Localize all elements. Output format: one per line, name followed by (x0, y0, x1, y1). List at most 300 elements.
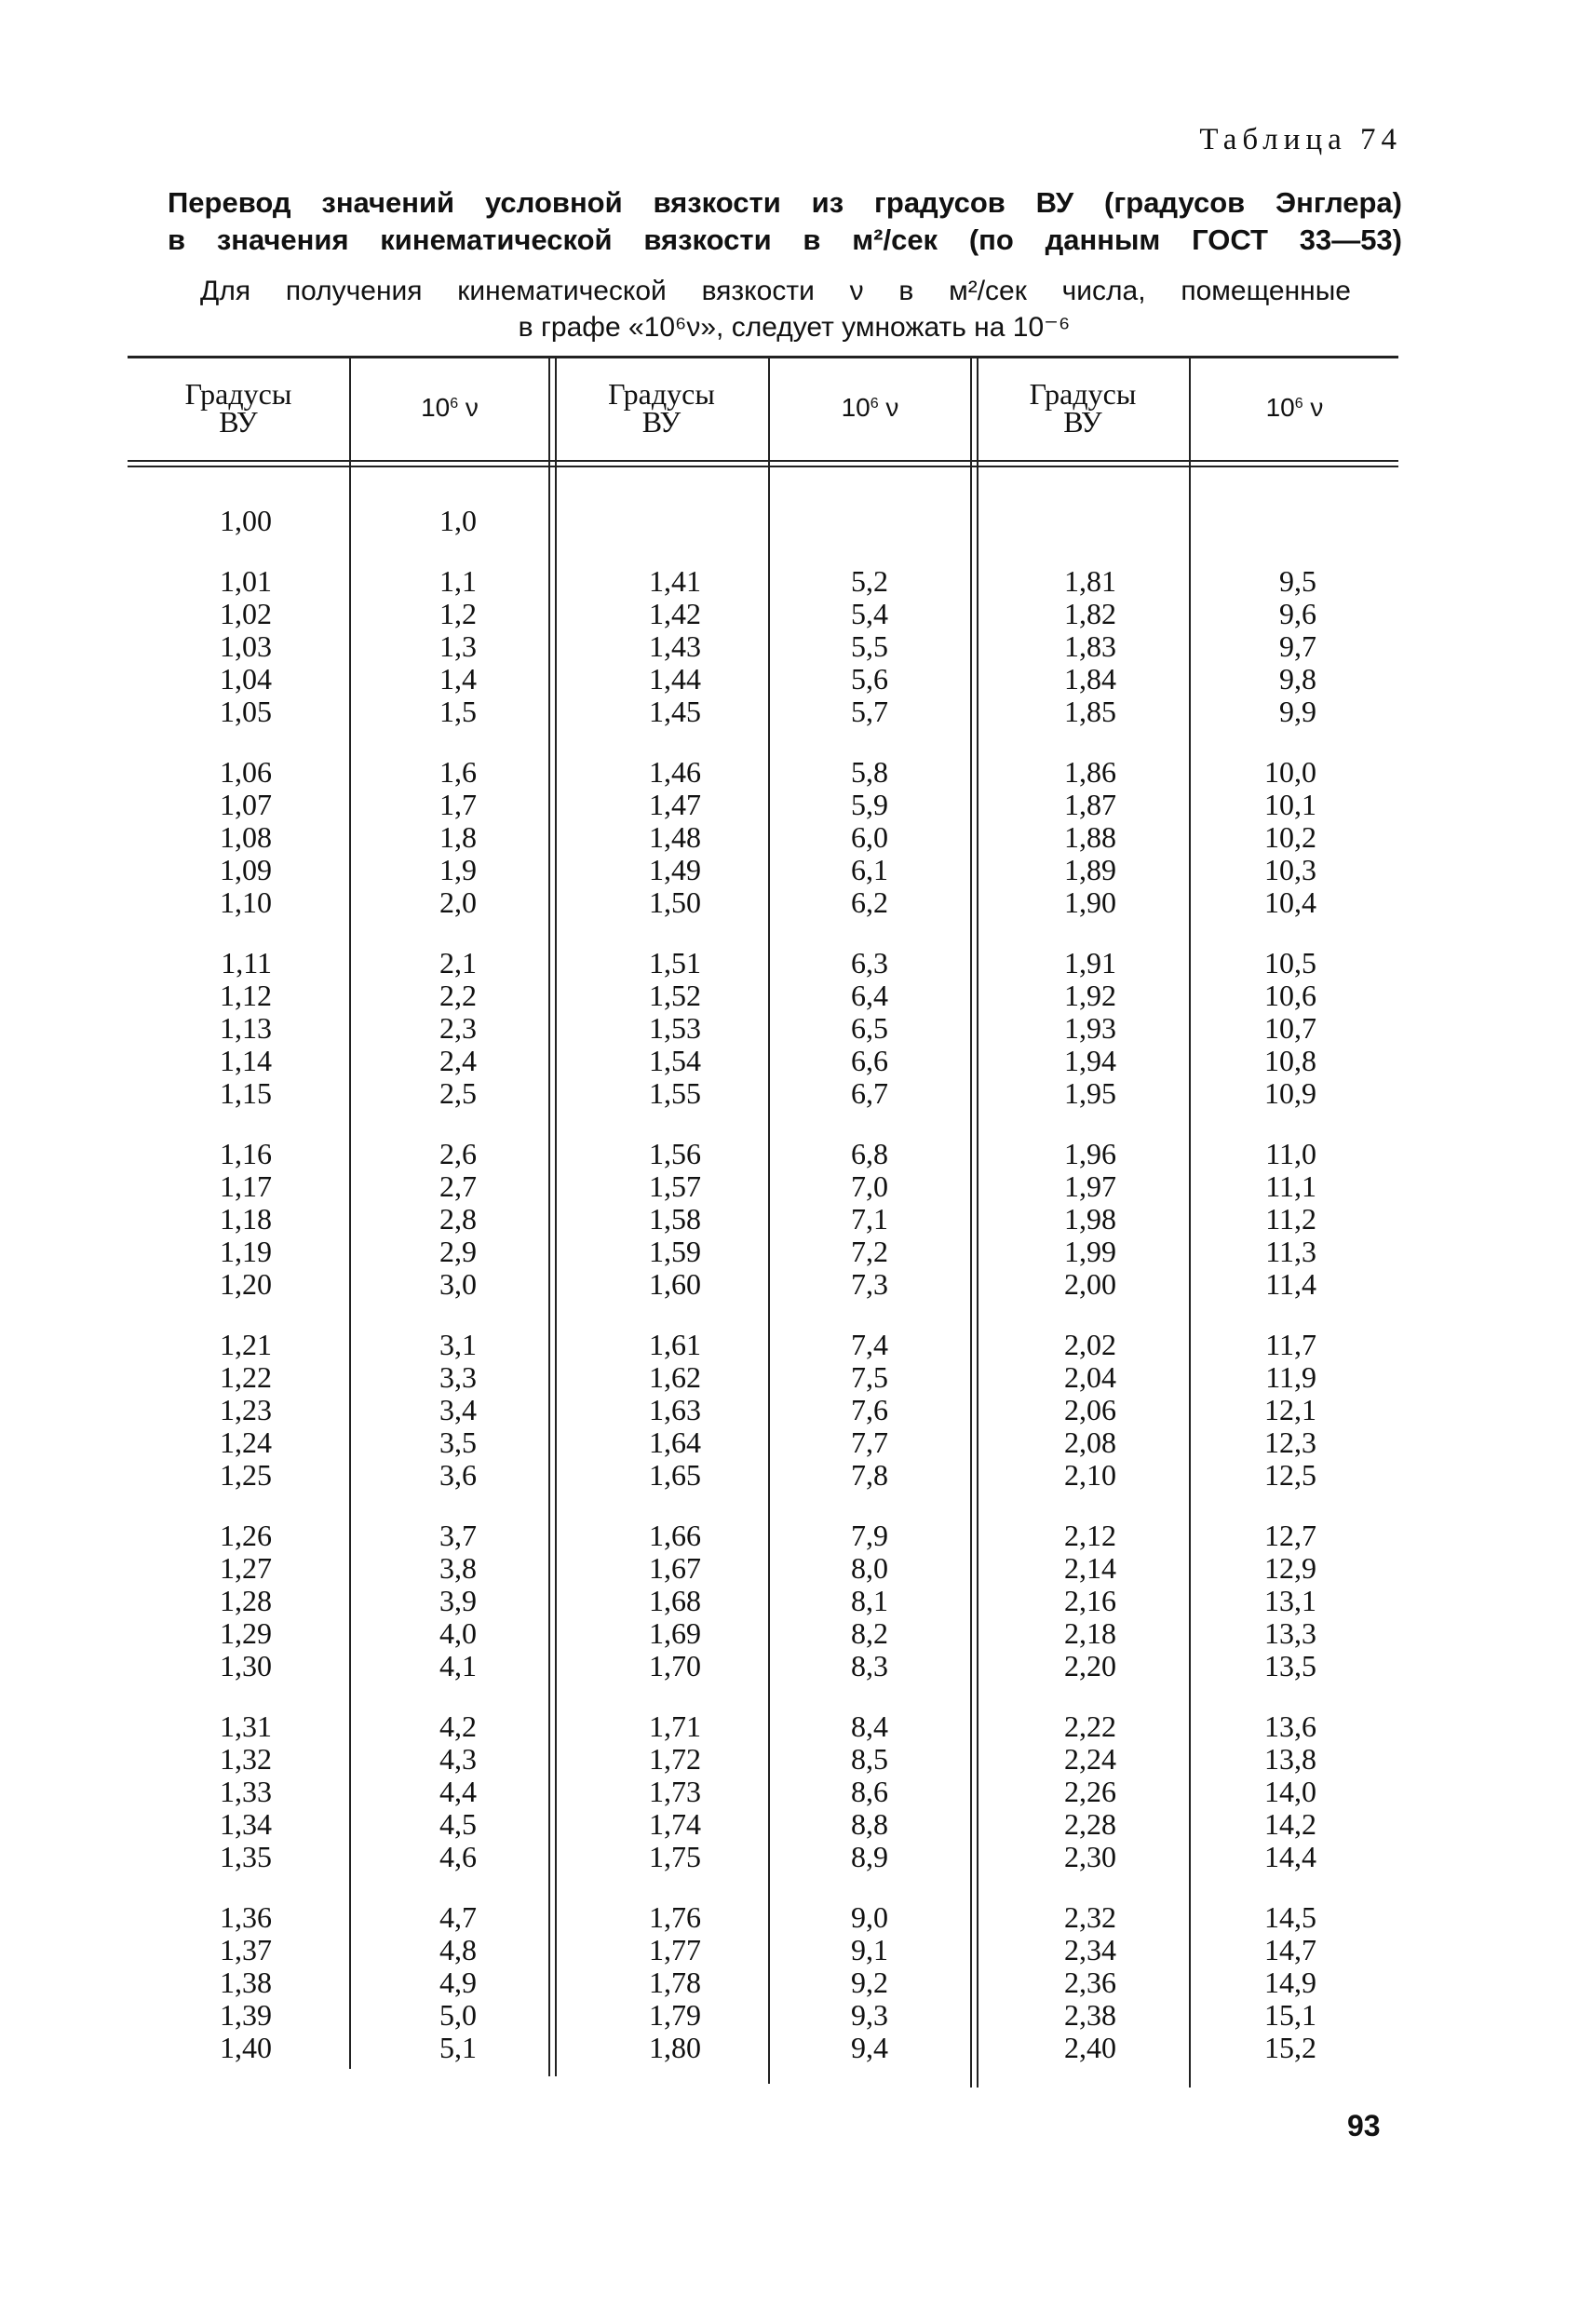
cell-degrees-vu: 1,39 (220, 1998, 272, 2032)
row-group (1191, 1329, 1316, 1492)
cell-nu: 2,4 (439, 1044, 477, 1077)
cell-nu: 5,7 (851, 695, 888, 728)
cell-degrees-vu: 1,97 (1064, 1169, 1116, 1203)
row-group (1191, 1710, 1316, 1873)
cell-degrees-vu: 1,50 (649, 885, 701, 919)
row-group (770, 1329, 888, 1492)
cell-degrees-vu: 1,75 (649, 1840, 701, 1873)
cell-nu: 9,3 (851, 1998, 888, 2032)
cell-degrees-vu: 1,64 (649, 1425, 701, 1459)
cell-nu: 10,7 (1264, 1011, 1316, 1045)
header-nu: 10 $^6$ ν (421, 393, 479, 422)
cell-nu: 2,0 (439, 885, 477, 919)
cell-nu: 14,9 (1264, 1966, 1316, 1999)
column-degrees-vu-2 (555, 565, 701, 2092)
cell-degrees-vu: 1,05 (220, 695, 272, 728)
table-note-line1: Для получения кинематической вязкости ν в м²/сек числа, помещенные (200, 276, 1351, 306)
cell-nu: 9,4 (851, 2031, 888, 2064)
cell-nu: 2,6 (439, 1137, 477, 1170)
cell-degrees-vu: 1,24 (220, 1425, 272, 1459)
cell-nu: 7,0 (851, 1169, 888, 1203)
cell-degrees-vu: 1,28 (220, 1584, 272, 1617)
cell-degrees-vu: 1,33 (220, 1775, 272, 1808)
cell-nu: 3,7 (439, 1519, 477, 1552)
row-group (555, 565, 701, 728)
cell-nu: 11,7 (1265, 1328, 1316, 1361)
cell-degrees-vu: 1,66 (649, 1519, 701, 1552)
cell-degrees-vu: 2,04 (1064, 1360, 1116, 1394)
cell-degrees-vu: 2,24 (1064, 1742, 1116, 1776)
cell-degrees-vu: 1,44 (649, 662, 701, 696)
cell-nu: 7,3 (851, 1267, 888, 1301)
cell-nu: 3,3 (439, 1360, 477, 1394)
cell-degrees-vu: 1,12 (220, 979, 272, 1012)
cell-nu: 15,1 (1264, 1998, 1316, 2032)
cell-nu: 1,2 (439, 597, 477, 630)
cell-degrees-vu: 1,67 (649, 1551, 701, 1585)
cell-nu: 6,0 (851, 820, 888, 854)
cell-degrees-vu: 1,01 (220, 564, 272, 598)
cell-degrees-vu: 1,69 (649, 1616, 701, 1650)
cell-degrees-vu: 1,36 (220, 1900, 272, 1934)
cell-nu: 10,8 (1264, 1044, 1316, 1077)
cell-degrees-vu: 2,38 (1064, 1998, 1116, 2032)
cell-nu: 1,6 (439, 755, 477, 789)
cell-degrees-vu: 1,81 (1064, 564, 1116, 598)
cell-nu: 3,0 (439, 1267, 477, 1301)
cell-degrees-vu: 1,57 (649, 1169, 701, 1203)
cell-nu: 14,4 (1264, 1840, 1316, 1873)
cell-nu: 6,2 (851, 885, 888, 919)
cell-degrees-vu: 1,89 (1064, 853, 1116, 886)
cell-nu: 4,3 (439, 1742, 477, 1776)
cell-nu: 2,3 (439, 1011, 477, 1045)
cell-nu: 2,9 (439, 1235, 477, 1268)
cell-nu: 3,5 (439, 1425, 477, 1459)
row-group (555, 1520, 701, 1682)
header-degrees-label: Градусы (184, 377, 292, 411)
row-group (128, 756, 272, 919)
cell-nu: 2,2 (439, 979, 477, 1012)
column-nu-1 (351, 505, 477, 2092)
cell-nu: 4,2 (439, 1709, 477, 1743)
cell-nu: 7,6 (851, 1393, 888, 1426)
page-number: 93 (1347, 2109, 1381, 2142)
row-group (128, 505, 272, 537)
row-group (1191, 1520, 1316, 1682)
cell-degrees-vu: 1,07 (220, 788, 272, 821)
cell-nu: 4,0 (439, 1616, 477, 1650)
cell-degrees-vu: 1,23 (220, 1393, 272, 1426)
cell-degrees-vu: 1,32 (220, 1742, 272, 1776)
cell-degrees-vu: 2,18 (1064, 1616, 1116, 1650)
row-group (351, 1901, 477, 2064)
cell-degrees-vu: 1,29 (220, 1616, 272, 1650)
row-group (128, 1329, 272, 1492)
row-group (555, 756, 701, 919)
cell-degrees-vu: 1,61 (649, 1328, 701, 1361)
cell-degrees-vu: 1,78 (649, 1966, 701, 1999)
cell-nu: 4,8 (439, 1933, 477, 1966)
cell-nu: 15,2 (1264, 2031, 1316, 2064)
cell-nu: 5,0 (439, 1998, 477, 2032)
cell-nu: 6,6 (851, 1044, 888, 1077)
cell-nu: 12,7 (1264, 1519, 1316, 1552)
cell-degrees-vu: 1,74 (649, 1807, 701, 1841)
cell-degrees-vu: 1,15 (220, 1076, 272, 1110)
cell-degrees-vu: 1,35 (220, 1840, 272, 1873)
cell-degrees-vu: 1,27 (220, 1551, 272, 1585)
cell-degrees-vu: 1,40 (220, 2031, 272, 2064)
row-group (977, 1329, 1116, 1492)
cell-nu: 11,3 (1265, 1235, 1316, 1268)
cell-nu: 1,7 (439, 788, 477, 821)
cell-nu: 8,3 (851, 1649, 888, 1682)
cell-nu: 7,1 (851, 1202, 888, 1236)
cell-degrees-vu: 1,93 (1064, 1011, 1116, 1045)
cell-degrees-vu: 2,00 (1064, 1267, 1116, 1301)
cell-nu: 8,0 (851, 1551, 888, 1585)
cell-degrees-vu: 1,55 (649, 1076, 701, 1110)
cell-degrees-vu: 2,10 (1064, 1458, 1116, 1492)
cell-degrees-vu: 1,16 (220, 1137, 272, 1170)
row-group (555, 947, 701, 1110)
cell-nu: 1,4 (439, 662, 477, 696)
cell-degrees-vu: 1,10 (220, 885, 272, 919)
cell-nu: 1,3 (439, 629, 477, 663)
cell-nu: 8,4 (851, 1709, 888, 1743)
cell-nu: 5,6 (851, 662, 888, 696)
cell-degrees-vu: 2,16 (1064, 1584, 1116, 1617)
cell-nu: 5,5 (851, 629, 888, 663)
cell-degrees-vu: 1,26 (220, 1519, 272, 1552)
row-group (351, 756, 477, 919)
cell-nu: 8,2 (851, 1616, 888, 1650)
cell-nu: 7,7 (851, 1425, 888, 1459)
cell-nu: 2,8 (439, 1202, 477, 1236)
cell-degrees-vu: 1,45 (649, 695, 701, 728)
cell-nu: 4,1 (439, 1649, 477, 1682)
cell-degrees-vu: 1,56 (649, 1137, 701, 1170)
cell-degrees-vu: 1,62 (649, 1360, 701, 1394)
cell-degrees-vu: 1,53 (649, 1011, 701, 1045)
cell-degrees-vu: 2,30 (1064, 1840, 1116, 1873)
cell-nu: 10,2 (1264, 820, 1316, 854)
cell-nu: 14,5 (1264, 1900, 1316, 1934)
cell-nu: 8,8 (851, 1807, 888, 1841)
cell-nu: 10,6 (1264, 979, 1316, 1012)
cell-degrees-vu: 1,86 (1064, 755, 1116, 789)
cell-nu: 9,0 (851, 1900, 888, 1934)
cell-nu: 14,0 (1264, 1775, 1316, 1808)
cell-nu: 7,2 (851, 1235, 888, 1268)
row-group (770, 756, 888, 919)
cell-degrees-vu: 1,91 (1064, 946, 1116, 980)
row-group (770, 1520, 888, 1682)
cell-degrees-vu: 1,17 (220, 1169, 272, 1203)
column-degrees-vu-1 (128, 505, 272, 2092)
cell-degrees-vu: 1,19 (220, 1235, 272, 1268)
cell-degrees-vu: 1,09 (220, 853, 272, 886)
cell-nu: 11,1 (1265, 1169, 1316, 1203)
cell-degrees-vu: 1,47 (649, 788, 701, 821)
cell-nu: 9,9 (1279, 695, 1316, 728)
cell-nu: 10,9 (1264, 1076, 1316, 1110)
cell-degrees-vu: 1,76 (649, 1900, 701, 1934)
cell-nu: 7,5 (851, 1360, 888, 1394)
row-group (555, 1710, 701, 1873)
cell-degrees-vu: 1,68 (649, 1584, 701, 1617)
cell-nu: 1,8 (439, 820, 477, 854)
cell-nu: 6,7 (851, 1076, 888, 1110)
cell-nu: 8,6 (851, 1775, 888, 1808)
cell-degrees-vu: 1,30 (220, 1649, 272, 1682)
row-group (770, 1710, 888, 1873)
cell-nu: 10,5 (1264, 946, 1316, 980)
cell-degrees-vu: 1,65 (649, 1458, 701, 1492)
cell-degrees-vu: 1,85 (1064, 695, 1116, 728)
cell-degrees-vu: 1,54 (649, 1044, 701, 1077)
cell-nu: 6,3 (851, 946, 888, 980)
table-title-line1: Перевод значений условной вязкости из градусов ВУ (градусов Энглера) (168, 186, 1402, 219)
row-group (977, 1520, 1116, 1682)
cell-nu: 12,9 (1264, 1551, 1316, 1585)
cell-degrees-vu: 1,82 (1064, 597, 1116, 630)
table-title-line2: в значения кинематической вязкости в м²/сек (по данным ГОСТ 33—53) (168, 223, 1402, 256)
cell-degrees-vu: 1,04 (220, 662, 272, 696)
cell-degrees-vu: 1,58 (649, 1202, 701, 1236)
row-group (770, 565, 888, 728)
row-group (977, 1710, 1116, 1873)
cell-degrees-vu: 1,83 (1064, 629, 1116, 663)
cell-degrees-vu: 2,22 (1064, 1709, 1116, 1743)
cell-degrees-vu: 1,22 (220, 1360, 272, 1394)
cell-degrees-vu: 2,34 (1064, 1933, 1116, 1966)
cell-degrees-vu: 2,20 (1064, 1649, 1116, 1682)
cell-degrees-vu: 1,25 (220, 1458, 272, 1492)
cell-degrees-vu: 1,63 (649, 1393, 701, 1426)
cell-nu: 1,9 (439, 853, 477, 886)
cell-nu: 9,1 (851, 1933, 888, 1966)
cell-nu: 5,8 (851, 755, 888, 789)
cell-nu: 13,6 (1264, 1709, 1316, 1743)
header-vu-label: ВУ (219, 405, 258, 439)
cell-nu: 8,9 (851, 1840, 888, 1873)
cell-degrees-vu: 1,79 (649, 1998, 701, 2032)
column-nu-3 (1191, 565, 1316, 2092)
cell-degrees-vu: 1,73 (649, 1775, 701, 1808)
cell-nu: 3,4 (439, 1393, 477, 1426)
cell-nu: 3,6 (439, 1458, 477, 1492)
cell-nu: 6,4 (851, 979, 888, 1012)
cell-degrees-vu: 1,34 (220, 1807, 272, 1841)
header-rule-lower (128, 466, 1398, 467)
cell-nu: 3,9 (439, 1584, 477, 1617)
row-group (977, 565, 1116, 728)
cell-degrees-vu: 1,42 (649, 597, 701, 630)
cell-degrees-vu: 2,12 (1064, 1519, 1116, 1552)
row-group (1191, 1901, 1316, 2064)
cell-degrees-vu: 1,77 (649, 1933, 701, 1966)
cell-nu: 1,1 (439, 564, 477, 598)
cell-nu: 5,1 (439, 2031, 477, 2064)
cell-nu: 14,7 (1264, 1933, 1316, 1966)
cell-degrees-vu: 1,70 (649, 1649, 701, 1682)
row-group (1191, 565, 1316, 728)
cell-nu: 11,2 (1265, 1202, 1316, 1236)
cell-degrees-vu: 1,98 (1064, 1202, 1116, 1236)
cell-nu: 13,8 (1264, 1742, 1316, 1776)
cell-nu: 13,5 (1264, 1649, 1316, 1682)
cell-nu: 12,1 (1264, 1393, 1316, 1426)
cell-degrees-vu: 1,41 (649, 564, 701, 598)
row-group (128, 1710, 272, 1873)
cell-nu: 8,5 (851, 1742, 888, 1776)
column-degrees-vu-3 (977, 565, 1116, 2092)
cell-nu: 13,1 (1264, 1584, 1316, 1617)
cell-degrees-vu: 1,46 (649, 755, 701, 789)
cell-nu: 6,8 (851, 1137, 888, 1170)
row-group (351, 1329, 477, 1492)
row-group (977, 1138, 1116, 1301)
cell-degrees-vu: 1,08 (220, 820, 272, 854)
header-nu: 10 $^6$ ν (841, 393, 899, 422)
cell-degrees-vu: 2,28 (1064, 1807, 1116, 1841)
cell-nu: 7,9 (851, 1519, 888, 1552)
row-group (128, 1520, 272, 1682)
cell-nu: 4,4 (439, 1775, 477, 1808)
cell-degrees-vu: 1,37 (220, 1933, 272, 1966)
cell-nu: 6,5 (851, 1011, 888, 1045)
cell-nu: 11,0 (1265, 1137, 1316, 1170)
cell-degrees-vu: 1,14 (220, 1044, 272, 1077)
row-group (1191, 947, 1316, 1110)
row-group (128, 565, 272, 728)
cell-degrees-vu: 1,13 (220, 1011, 272, 1045)
row-group (351, 1710, 477, 1873)
cell-degrees-vu: 1,96 (1064, 1137, 1116, 1170)
cell-degrees-vu: 1,94 (1064, 1044, 1116, 1077)
row-group (977, 756, 1116, 919)
cell-nu: 2,5 (439, 1076, 477, 1110)
row-group (555, 1329, 701, 1492)
cell-degrees-vu: 1,18 (220, 1202, 272, 1236)
cell-nu: 5,2 (851, 564, 888, 598)
row-group (128, 947, 272, 1110)
cell-degrees-vu: 1,21 (220, 1328, 272, 1361)
cell-degrees-vu: 1,72 (649, 1742, 701, 1776)
cell-nu: 10,1 (1264, 788, 1316, 821)
cell-degrees-vu: 1,48 (649, 820, 701, 854)
row-group (770, 1901, 888, 2064)
cell-nu: 1,5 (439, 695, 477, 728)
cell-degrees-vu: 1,80 (649, 2031, 701, 2064)
cell-nu: 8,1 (851, 1584, 888, 1617)
cell-degrees-vu: 1,84 (1064, 662, 1116, 696)
cell-degrees-vu: 1,92 (1064, 979, 1116, 1012)
cell-nu: 6,1 (851, 853, 888, 886)
table-label: Таблица 74 (1199, 123, 1402, 156)
cell-degrees-vu: 1,11 (221, 946, 272, 980)
cell-degrees-vu: 2,26 (1064, 1775, 1116, 1808)
cell-degrees-vu: 1,88 (1064, 820, 1116, 854)
cell-nu: 4,9 (439, 1966, 477, 1999)
cell-nu: 2,1 (439, 946, 477, 980)
row-group (351, 947, 477, 1110)
row-group (555, 1901, 701, 2064)
row-group (351, 505, 477, 537)
cell-degrees-vu: 2,02 (1064, 1328, 1116, 1361)
cell-degrees-vu: 1,87 (1064, 788, 1116, 821)
header-degrees-vu: Градусы ВУ (608, 377, 715, 439)
cell-nu: 9,2 (851, 1966, 888, 1999)
cell-nu: 9,7 (1279, 629, 1316, 663)
cell-degrees-vu: 1,51 (649, 946, 701, 980)
cell-nu: 9,6 (1279, 597, 1316, 630)
row-group (351, 1138, 477, 1301)
cell-degrees-vu: 1,95 (1064, 1076, 1116, 1110)
cell-nu: 3,8 (439, 1551, 477, 1585)
cell-nu: 13,3 (1264, 1616, 1316, 1650)
cell-nu: 14,2 (1264, 1807, 1316, 1841)
header-degrees-vu (128, 356, 349, 460)
cell-degrees-vu: 1,00 (220, 504, 272, 537)
conversion-table (128, 356, 1398, 2097)
cell-degrees-vu: 1,03 (220, 629, 272, 663)
row-group (128, 1138, 272, 1301)
cell-nu: 4,7 (439, 1900, 477, 1934)
cell-nu: 4,6 (439, 1840, 477, 1873)
cell-nu: 11,4 (1265, 1267, 1316, 1301)
row-group (351, 1520, 477, 1682)
cell-nu: 9,5 (1279, 564, 1316, 598)
cell-degrees-vu: 1,52 (649, 979, 701, 1012)
header-degrees-vu: Градусы ВУ (1029, 377, 1137, 439)
cell-nu: 7,8 (851, 1458, 888, 1492)
cell-degrees-vu: 1,90 (1064, 885, 1116, 919)
cell-nu: 2,7 (439, 1169, 477, 1203)
row-group (351, 565, 477, 728)
cell-nu: 4,5 (439, 1807, 477, 1841)
cell-nu: 3,1 (439, 1328, 477, 1361)
cell-nu: 1,0 (439, 504, 477, 537)
cell-degrees-vu: 1,31 (220, 1709, 272, 1743)
cell-degrees-vu: 1,43 (649, 629, 701, 663)
row-group (770, 947, 888, 1110)
cell-degrees-vu: 2,08 (1064, 1425, 1116, 1459)
cell-degrees-vu: 1,71 (649, 1709, 701, 1743)
cell-degrees-vu: 1,20 (220, 1267, 272, 1301)
cell-nu: 5,4 (851, 597, 888, 630)
row-group (1191, 1138, 1316, 1301)
header-nu: 10 $^6$ ν (1265, 393, 1324, 422)
table-note-line2: в графе «10⁶ν», следует умножать на 10⁻⁶ (518, 312, 1071, 343)
row-group (555, 1138, 701, 1301)
cell-degrees-vu: 2,14 (1064, 1551, 1116, 1585)
row-group (1191, 756, 1316, 919)
cell-degrees-vu: 2,40 (1064, 2031, 1116, 2064)
row-group (977, 1901, 1116, 2064)
cell-degrees-vu: 1,06 (220, 755, 272, 789)
cell-nu: 10,0 (1264, 755, 1316, 789)
row-group (977, 947, 1116, 1110)
cell-nu: 10,4 (1264, 885, 1316, 919)
cell-degrees-vu: 1,38 (220, 1966, 272, 1999)
cell-degrees-vu: 2,06 (1064, 1393, 1116, 1426)
cell-degrees-vu: 1,60 (649, 1267, 701, 1301)
cell-degrees-vu: 1,49 (649, 853, 701, 886)
row-group (128, 1901, 272, 2064)
